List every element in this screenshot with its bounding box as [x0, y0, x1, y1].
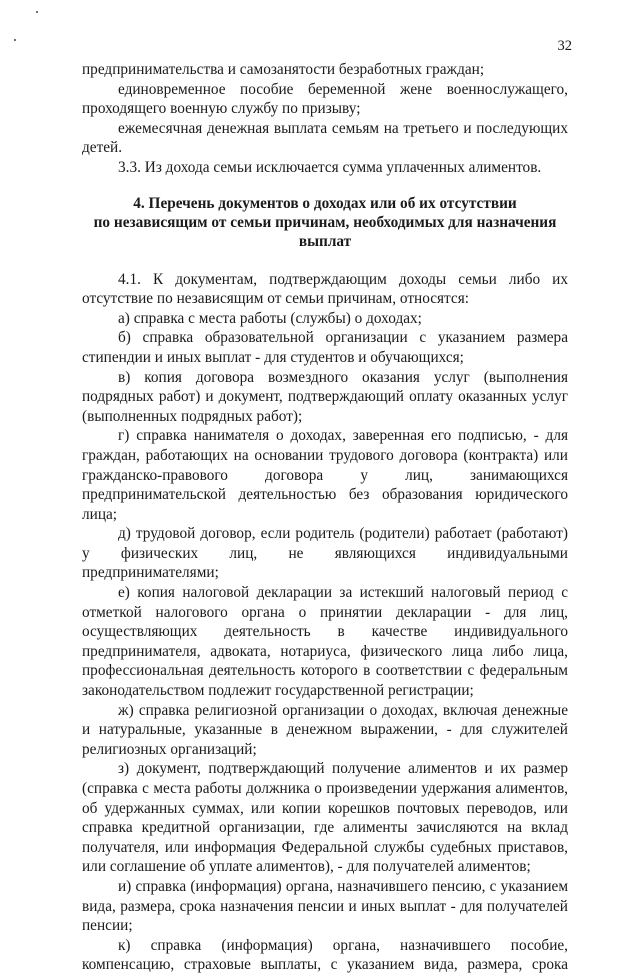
list-item: б) справка образовательной организации с указанием размера стипендии и иных выплат - для студентов и обучающихся;: [82, 329, 568, 366]
list-item: з) документ, подтверждающий получение алиментов и их размер (справка с места работы должника о произведении удержания алиментов, об удержанных суммах, или копии корешков почтовых переводов, или справка кредитной организации, где алименты зачисляются на вклад получателя, или информация Федеральной службы судебных приставов, или соглашение об уплате алиментов), - для получателей алиментов;: [82, 760, 568, 876]
heading-line: по независящим от семьи причинам, необходимых для назначения: [93, 213, 557, 231]
list-item: ж) справка религиозной организации о доходах, включая денежные и натуральные, указанные в денежном выражении, - для служителей религиозных организаций;: [82, 701, 568, 758]
text-line: предпринимательства и самозанятости безработных граждан;: [82, 61, 485, 78]
list-item: е) копия налоговой декларации за истекший налоговый период с отметкой налогового органа о принятии декларации - для лиц, осуществляющих деятельность в качестве индивидуального предпринимателя, адвоката, нотариуса, физического лица либо лица, профессиональная деятельность которого в соответствии с федеральным законодательством подлежит государственной регистрации;: [82, 584, 568, 700]
list-item: д) трудовой договор, если родитель (родители) работает (работают) у физических лиц, не являющихся индивидуальными предпринимателями;: [82, 525, 568, 582]
text-line: 3.3. Из дохода семьи исключается сумма уплаченных алиментов.: [118, 158, 542, 176]
heading-line: выплат: [298, 232, 352, 250]
list-item: и) справка (информация) органа, назначившего пенсию, с указанием вида, размера, срока назначения пенсии и иных выплат - для получателей пенсии;: [82, 877, 568, 935]
list-item: к) справка (информация) органа, назначившего пособие, компенсацию, страховые выплаты, с указанием вида, размера, срока: [82, 936, 568, 974]
scan-speck: [36, 11, 38, 13]
list-item: в) копия договора возмездного оказания услуг (выполнения подрядных работ) и документ, подтверждающий оплату оказанных услуг (выполненных подрядных работ);: [82, 368, 568, 425]
paragraph: 4.1. К документам, подтверждающим доходы семьи либо их отсутствие по независящим от семьи причинам, относятся:: [82, 270, 568, 308]
text-line: ежемесячная денежная выплата семьям на третьего и последующих детей.: [82, 119, 568, 157]
list-item: а) справка с места работы (службы) о доходах;: [118, 309, 422, 327]
section-heading: [82, 194, 568, 251]
scan-speck: [14, 39, 16, 41]
heading-line: 4. Перечень документов о доходах или об их отсутствии: [133, 194, 517, 212]
list-item: г) справка нанимателя о доходах, заверенная его подписью, - для граждан, работающих на основании трудового договора (контракта) или гражданско-правового договора у лиц, занимающихся предпринимательской деятельностью без образования юридического лица;: [82, 427, 568, 523]
text-line: единовременное пособие беременной жене военнослужащего, проходящего военную службу по призыву;: [82, 80, 568, 118]
document-body: [82, 60, 568, 975]
page-number: 32: [557, 38, 572, 54]
